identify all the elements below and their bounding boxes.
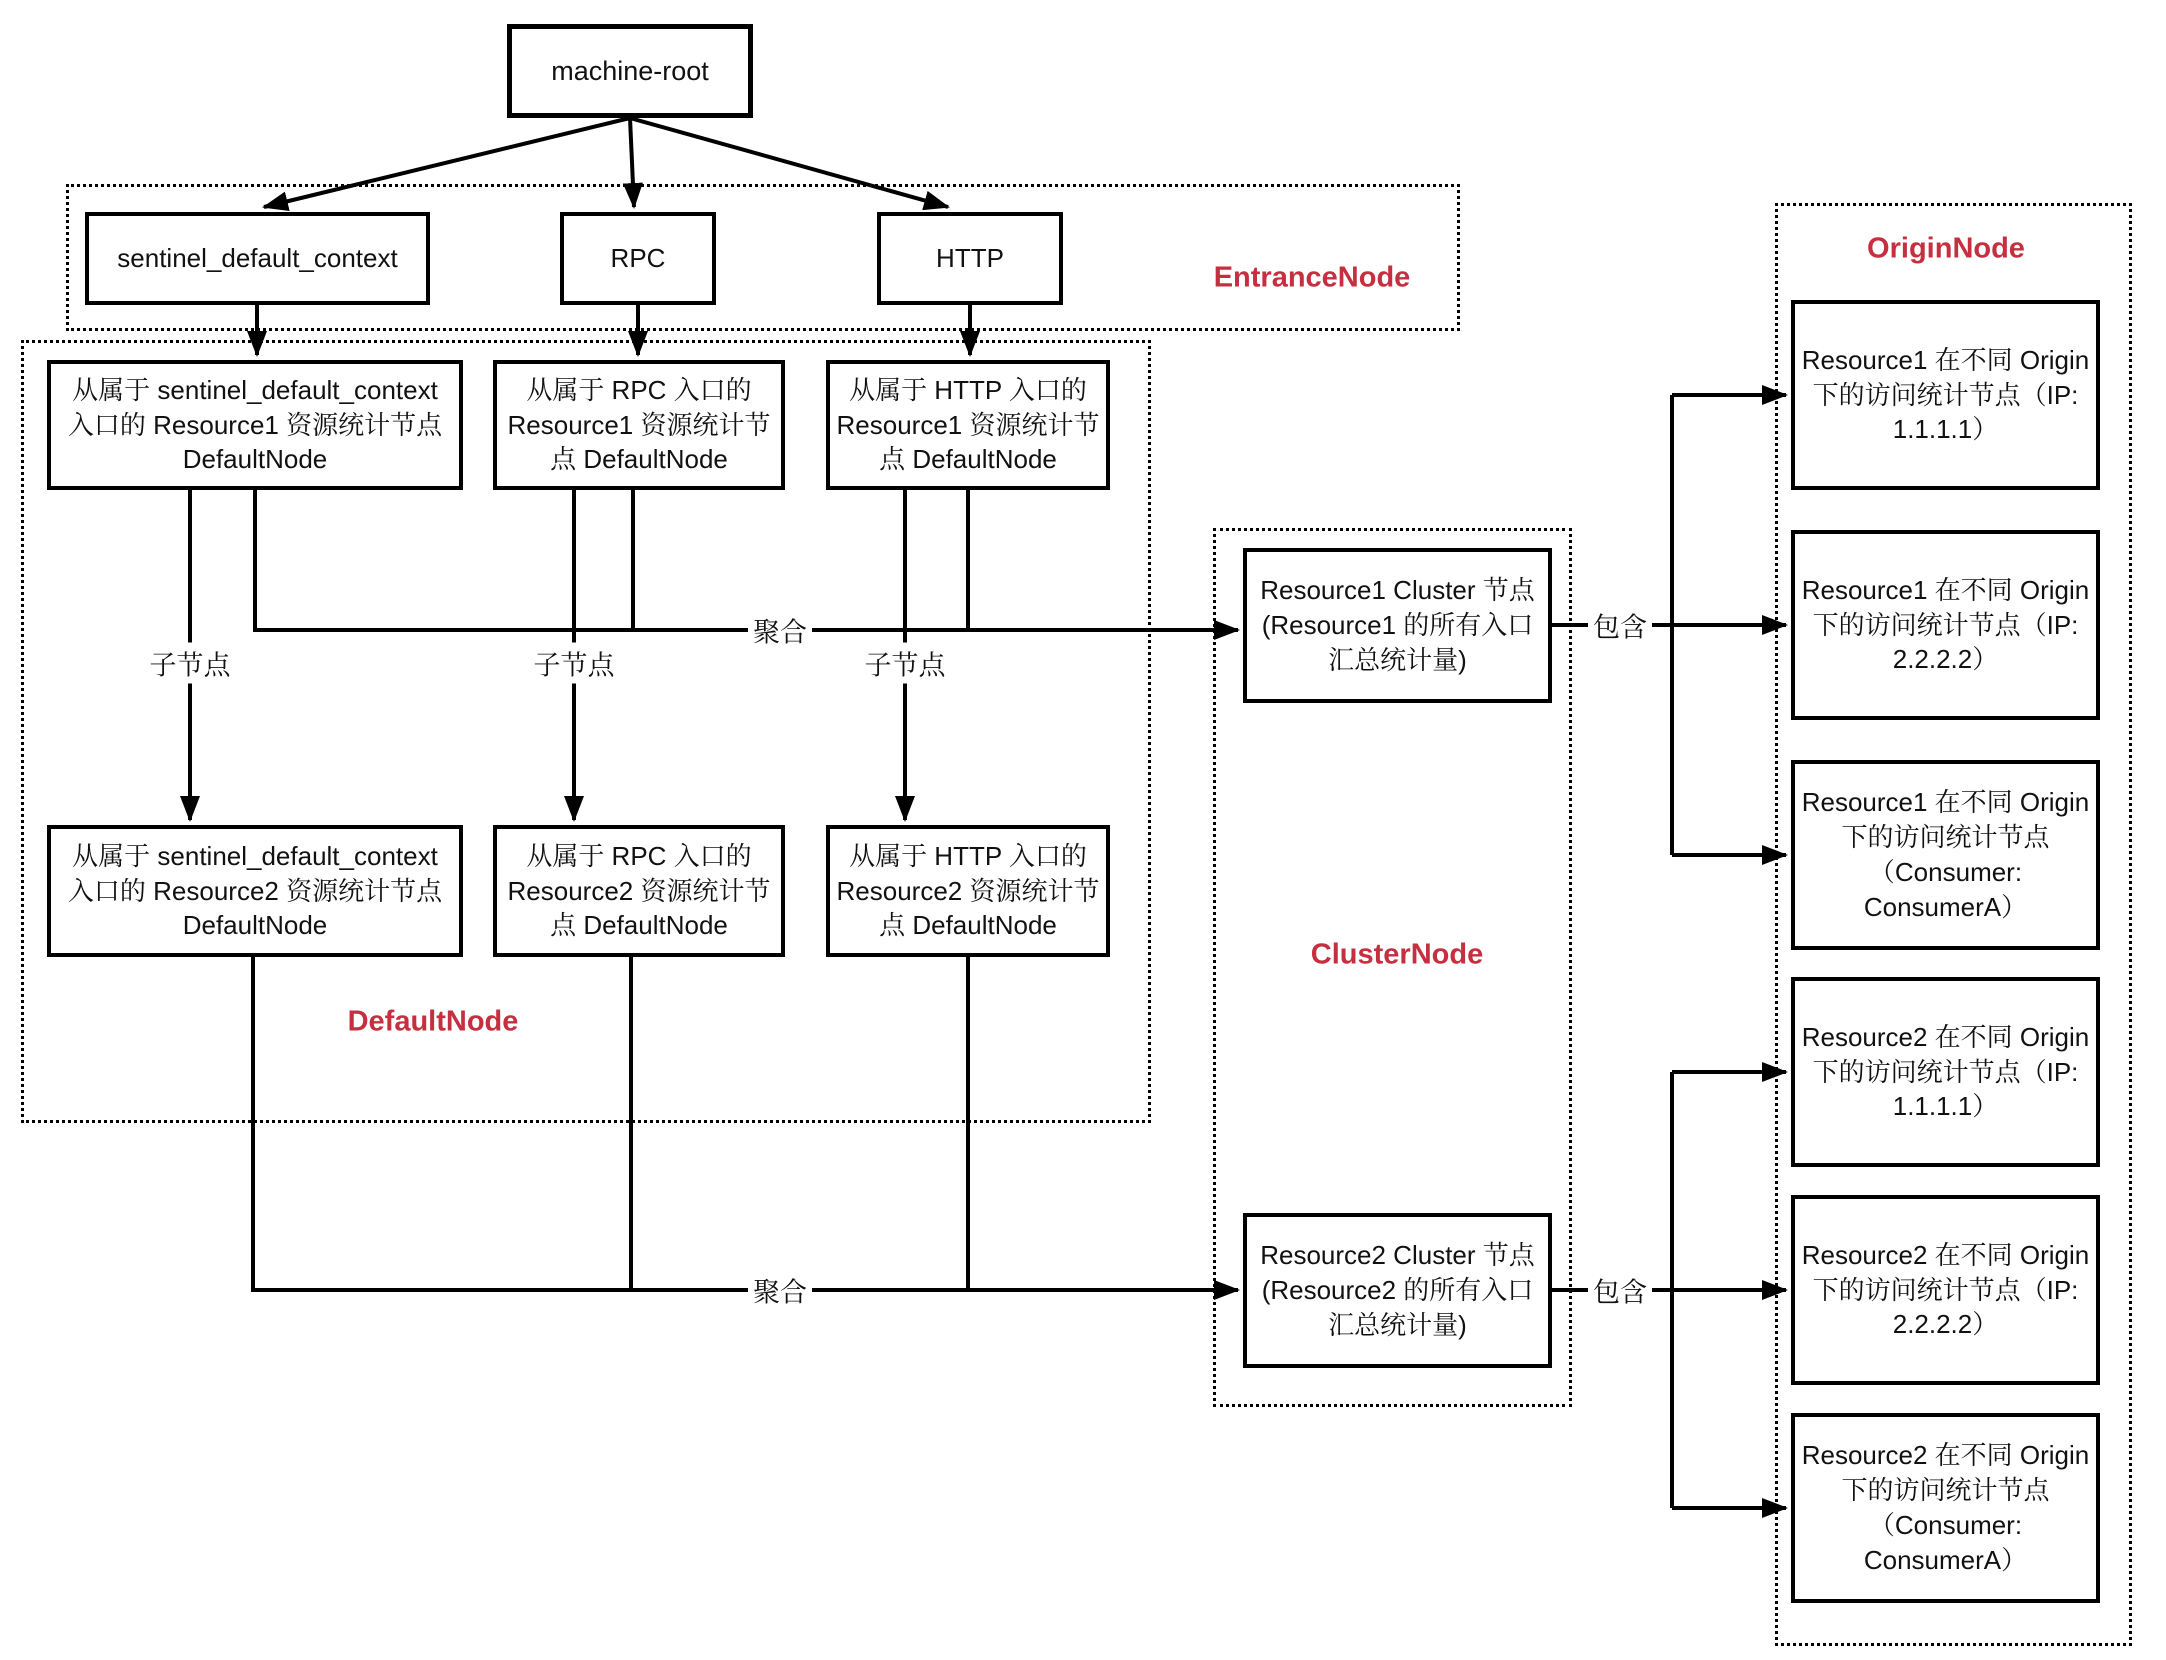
entrance-node-http: HTTP — [877, 212, 1063, 305]
origin-node-r2-ip1: Resource2 在不同 Origin 下的访问统计节点（IP: 1.1.1.1） — [1791, 977, 2100, 1167]
edge-label-contain-1: 包含 — [1588, 605, 1652, 646]
entrance-node-sentinel-default-context: sentinel_default_context — [85, 212, 430, 305]
origin-node-r1-ip1: Resource1 在不同 Origin 下的访问统计节点（IP: 1.1.1.1） — [1791, 300, 2100, 490]
machine-root-node: machine-root — [507, 24, 753, 118]
default-node-r1-http: 从属于 HTTP 入口的 Resource1 资源统计节点 DefaultNode — [826, 360, 1110, 490]
origin-group-label: OriginNode — [1867, 232, 2025, 265]
default-node-r2-rpc: 从属于 RPC 入口的 Resource2 资源统计节点 DefaultNode — [493, 825, 785, 957]
cluster-node-resource2: Resource2 Cluster 节点(Resource2 的所有入口汇总统计量) — [1243, 1213, 1552, 1368]
origin-node-r2-ip2: Resource2 在不同 Origin 下的访问统计节点（IP: 2.2.2.2） — [1791, 1195, 2100, 1385]
default-node-r1-sentinel: 从属于 sentinel_default_context 入口的 Resource1 资源统计节点 DefaultNode — [47, 360, 463, 490]
origin-node-r1-consumer: Resource1 在不同 Origin 下的访问统计节点（Consumer: ConsumerA） — [1791, 760, 2100, 950]
default-node-r2-sentinel: 从属于 sentinel_default_context 入口的 Resource2 资源统计节点 DefaultNode — [47, 825, 463, 957]
edge-label-aggregate-2: 聚合 — [748, 1270, 812, 1311]
edge-label-child-2: 子节点 — [529, 643, 620, 684]
default-group-label: DefaultNode — [347, 1005, 519, 1038]
edge-label-child-3: 子节点 — [860, 643, 951, 684]
entrance-node-rpc: RPC — [560, 212, 716, 305]
origin-node-r2-consumer: Resource2 在不同 Origin 下的访问统计节点（Consumer: ConsumerA） — [1791, 1413, 2100, 1603]
default-node-r1-rpc: 从属于 RPC 入口的 Resource1 资源统计节点 DefaultNode — [493, 360, 785, 490]
edge-label-child-1: 子节点 — [145, 643, 236, 684]
cluster-node-resource1: Resource1 Cluster 节点(Resource1 的所有入口汇总统计量) — [1243, 548, 1552, 703]
edge-label-aggregate-1: 聚合 — [748, 610, 812, 651]
default-node-r2-http: 从属于 HTTP 入口的 Resource2 资源统计节点 DefaultNode — [826, 825, 1110, 957]
cluster-group-label: ClusterNode — [1310, 938, 1484, 971]
origin-node-r1-ip2: Resource1 在不同 Origin 下的访问统计节点（IP: 2.2.2.2） — [1791, 530, 2100, 720]
entrance-group-label: EntranceNode — [1213, 261, 1411, 294]
edge-label-contain-2: 包含 — [1588, 1270, 1652, 1311]
